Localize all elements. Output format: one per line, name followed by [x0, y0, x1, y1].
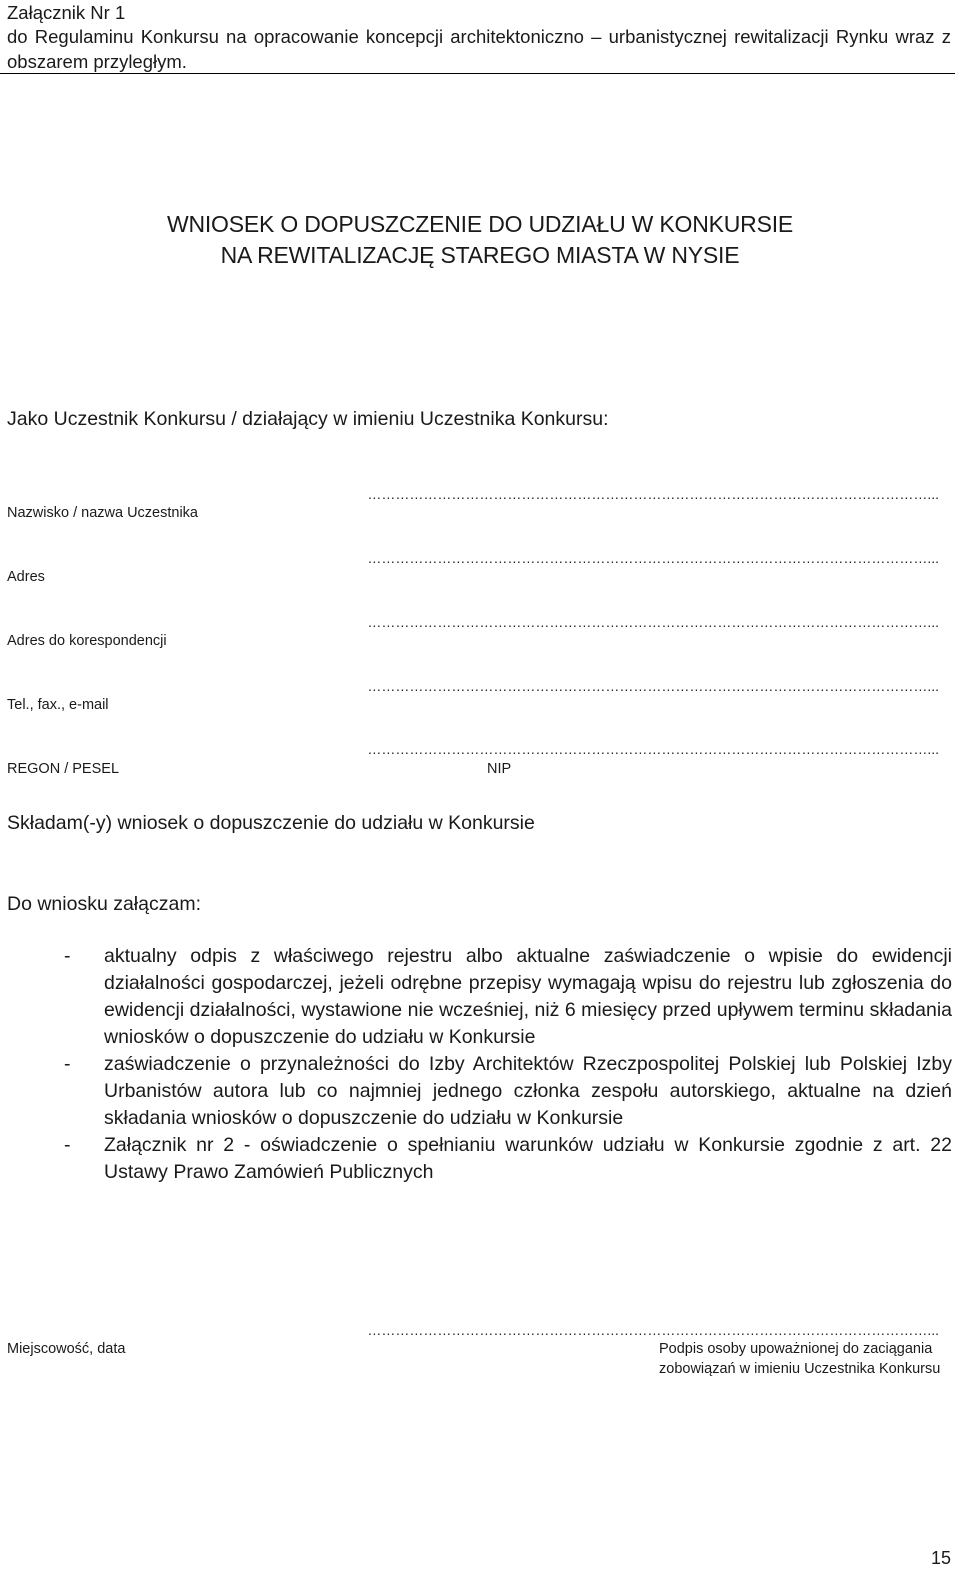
contact-field-label: Tel., fax., e-mail: [7, 697, 109, 713]
header-divider: [0, 73, 955, 74]
contact-field-line[interactable]: …………………………………………………………………………………………………………...: [367, 679, 939, 693]
list-bullet: -: [64, 1134, 71, 1156]
signer-label-line-1: Podpis osoby upoważnionej do zaciągania: [659, 1341, 933, 1357]
list-bullet: -: [64, 1053, 71, 1075]
list-item: [0, 1132, 952, 1186]
name-field-line[interactable]: …………………………………………………………………………………………………………...: [367, 487, 939, 501]
signature-field-line[interactable]: …………………………………………………………………………………………………………...: [367, 1323, 939, 1337]
list-item: [0, 943, 952, 1051]
form-title-line-2: NA REWITALIZACJĘ STAREGO MIASTA W NYSIE: [220, 242, 740, 268]
regon-nip-field-line[interactable]: …………………………………………………………………………………………………………...: [367, 742, 939, 756]
place-date-label: Miejscowość, data: [7, 1341, 126, 1357]
address-field-label: Adres: [7, 569, 45, 585]
regon-field-label: REGON / PESEL: [7, 761, 120, 777]
attachment-text: Załącznik nr 2 - oświadczenie o spełnianiu warunków udziału w Konkursie zgodnie z art. 22 Ustawy Prawo Zamówień Publicznych: [104, 1134, 952, 1183]
address-field-line[interactable]: …………………………………………………………………………………………………………...: [367, 551, 939, 565]
correspondence-field-label: Adres do korespondencji: [7, 633, 167, 649]
page-number: 15: [931, 1548, 952, 1568]
list-bullet: -: [64, 945, 71, 967]
declaration-text: Składam(-y) wniosek o dopuszczenie do udziału w Konkursie: [7, 812, 535, 834]
annex-description: do Regulaminu Konkursu na opracowanie koncepcji architektoniczno – urbanistycznej rewitalizacji Rynku wraz z obszarem przyległym.: [7, 26, 951, 72]
attachment-text: zaświadczenie o przynależności do Izby Architektów Rzeczpospolitej Polskiej lub Polskiej Izby Urbanistów autora lub co najmniej jednego członka zespołu autorskiego, aktualne na dzień składania wniosków o dopuszczenie do udziału w Konkursie: [104, 1053, 952, 1129]
annex-title: Załącznik Nr 1: [7, 2, 126, 23]
form-title-line-1: WNIOSEK O DOPUSZCZENIE DO UDZIAŁU W KONKURSIE: [166, 211, 794, 237]
list-item: [0, 1051, 952, 1132]
intro-text: Jako Uczestnik Konkursu / działający w imieniu Uczestnika Konkursu:: [7, 408, 609, 430]
nip-field-label: NIP: [487, 761, 512, 777]
name-field-label: Nazwisko / nazwa Uczestnika: [7, 505, 198, 521]
attachment-text: aktualny odpis z właściwego rejestru albo aktualne zaświadczenie o wpisie do ewidencji działalności gospodarczej, jeżeli odrębne przepisy wymagają wpisu do rejestru lub zgłoszenia do ewidencji działalności, wystawione nie wcześniej, niż 6 miesięcy przed upływem terminu składania wniosków o dopuszczenie do udziału w Konkursie: [104, 945, 952, 1048]
attachments-list: [0, 943, 952, 1186]
signer-label-line-2: zobowiązań w imieniu Uczestnika Konkursu: [659, 1361, 941, 1377]
attachments-heading: Do wniosku załączam:: [7, 893, 201, 915]
correspondence-field-line[interactable]: …………………………………………………………………………………………………………...: [367, 615, 939, 629]
